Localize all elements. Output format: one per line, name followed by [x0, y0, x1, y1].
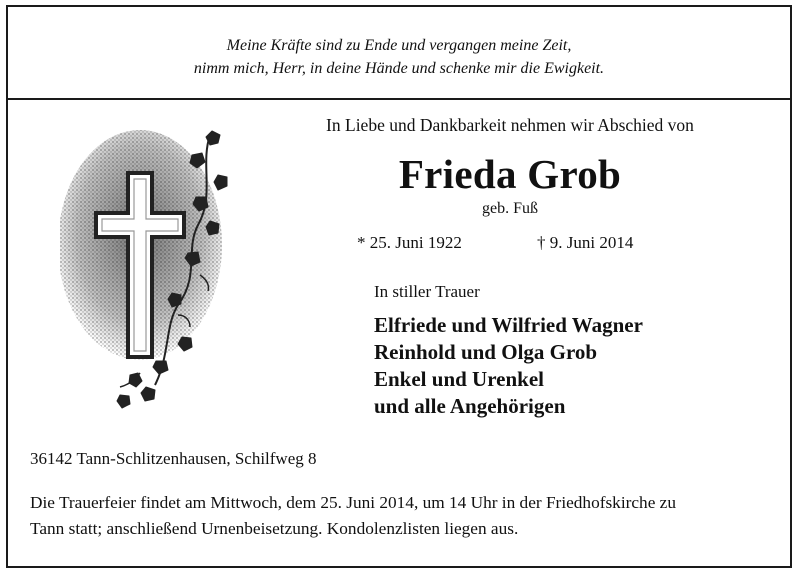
mourner-entry: Enkel und Urenkel	[374, 367, 544, 391]
maiden-name: geb. Fuß	[482, 200, 538, 217]
service-notice	[30, 490, 780, 542]
deceased-name: Frieda Grob	[398, 151, 622, 197]
divider-line	[6, 98, 792, 100]
motto-verse	[6, 34, 792, 80]
motto-line-1: Meine Kräfte sind zu Ende und vergangen meine Zeit,	[226, 37, 572, 54]
service-line-1: Die Trauerfeier findet am Mittwoch, dem 25. Juni 2014, um 14 Uhr in der Friedhofskirche zu	[30, 493, 676, 512]
birth-date: * 25. Juni 1922	[357, 233, 462, 252]
mourner-entry: Reinhold und Olga Grob	[374, 340, 598, 364]
service-line-2: Tann statt; anschließend Urnenbeisetzung. Kondolenzlisten liegen aus.	[30, 519, 519, 538]
death-date: † 9. Juni 2014	[537, 233, 634, 252]
mourner-entry: Elfriede und Wilfried Wagner	[374, 313, 643, 337]
mourner-entry: und alle Angehörigen	[374, 394, 566, 418]
motto-line-2: nimm mich, Herr, in deine Hände und schenke mir die Ewigkeit.	[193, 60, 605, 77]
mourners-list	[374, 312, 643, 420]
cross-with-ivy-icon	[60, 125, 240, 415]
family-address: 36142 Tann-Schlitzenhausen, Schilfweg 8	[30, 449, 317, 468]
mourning-intro: In stiller Trauer	[374, 282, 480, 301]
farewell-intro: In Liebe und Dankbarkeit nehmen wir Abschied von	[326, 115, 694, 135]
